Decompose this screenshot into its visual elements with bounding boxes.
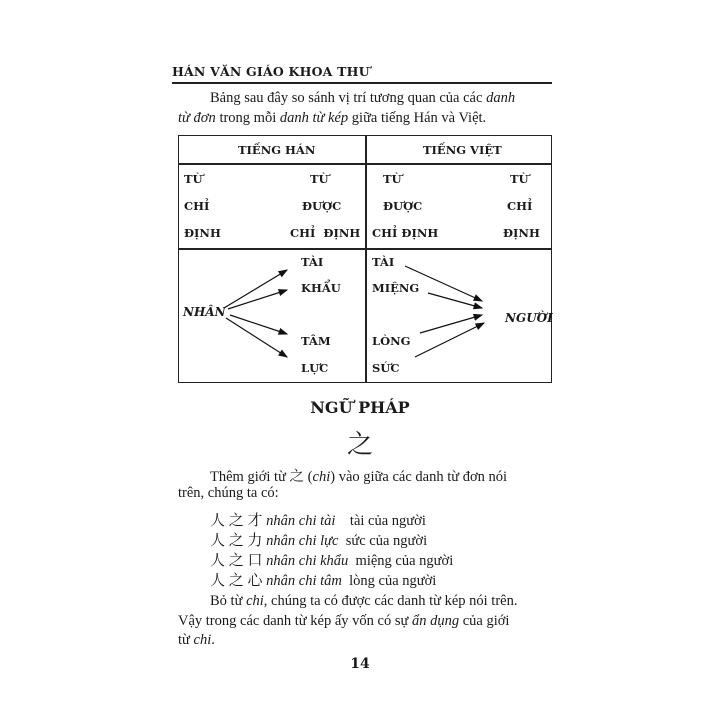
paragraph-2-line-3 [178, 632, 215, 649]
romanization: nhân chi lực [266, 533, 339, 549]
cell: CHỈ [184, 199, 210, 213]
italic-text: ẩn dụng [411, 613, 460, 629]
han-target: KHẨU [301, 281, 341, 295]
meaning: tài của người [349, 513, 426, 529]
text: giữa tiếng Hán và Việt. [348, 110, 487, 126]
viet-target: NGƯỜI [505, 311, 553, 325]
paragraph-2-line-2 [178, 613, 509, 630]
example-row [210, 569, 436, 590]
text: Thêm giới từ 之 ( [210, 469, 313, 485]
meaning: lòng của người [349, 573, 437, 589]
arrow [224, 270, 287, 308]
han-target: TÀI [301, 255, 324, 269]
example-row [210, 509, 426, 530]
arrow [230, 315, 287, 334]
italic-text: chi [312, 469, 331, 485]
cell: ĐỊNH [503, 226, 540, 240]
arrow [228, 290, 287, 309]
cell: ĐƯỢC [383, 199, 423, 213]
paragraph-2-line-1 [210, 593, 517, 610]
text: . [211, 632, 215, 648]
section-title: NGỮ PHÁP [310, 398, 410, 417]
running-header: HÁN VĂN GIÁO KHOA THƯ [172, 64, 370, 79]
text: , chúng ta có được các danh từ kép nói trên. [263, 593, 518, 609]
italic-text: danh [486, 90, 516, 106]
text: của giới [459, 613, 510, 629]
text: Vậy trong các danh từ kép ấy vốn có sự [178, 613, 412, 629]
italic-text: danh từ kép [279, 110, 349, 126]
text: Bỏ từ [210, 593, 247, 609]
han-characters: 人 之 力 [210, 533, 263, 549]
col-han: TIẾNG HÁN [238, 143, 316, 157]
italic-text: chi [193, 632, 212, 648]
italic-text: chi [246, 593, 264, 609]
text: Bảng sau đây so sánh vị trí tương quan của các [210, 90, 487, 106]
romanization: nhân chi tâm [266, 573, 342, 589]
cell: CHỈ ĐỊNH [372, 226, 439, 240]
viet-source: MIỆNG [372, 281, 420, 295]
romanization: nhân chi tài [266, 513, 336, 529]
arrow [405, 266, 482, 301]
meaning: miệng của người [355, 553, 454, 569]
han-target: LỰC [301, 361, 329, 375]
text: trong mỗi [215, 110, 280, 126]
meaning: sức của người [345, 533, 428, 549]
cell: CHỈ [507, 199, 533, 213]
han-source: NHÂN [183, 305, 226, 319]
arrow [428, 293, 482, 308]
cell: TỪ [510, 172, 529, 186]
text: từ [178, 632, 194, 648]
col-viet: TIẾNG VIỆT [423, 143, 502, 157]
cell: ĐỊNH [184, 226, 221, 240]
han-characters: 人 之 心 [210, 573, 263, 589]
cell: ĐƯỢC [302, 199, 342, 213]
paragraph-1-line-2: trên, chúng ta có: [178, 485, 279, 501]
cell: TỪ [184, 172, 203, 186]
viet-source: SỨC [372, 361, 400, 375]
italic-text: từ đơn [178, 110, 216, 126]
page-number: 14 [350, 656, 370, 672]
viet-source: TÀI [372, 255, 395, 269]
arrow [415, 323, 484, 357]
romanization: nhân chi khẩu [266, 553, 349, 569]
example-row [210, 549, 453, 570]
cell: TỪ [310, 172, 329, 186]
cell: CHỈ ĐỊNH [290, 226, 361, 240]
han-characters: 人 之 口 [210, 553, 263, 569]
cell: TỪ [383, 172, 402, 186]
section-character: 之 [346, 430, 373, 460]
example-row [210, 529, 427, 550]
han-target: TÂM [301, 334, 331, 348]
viet-source: LÒNG [372, 334, 411, 348]
arrow [420, 315, 482, 333]
paragraph-1-line-1 [210, 465, 507, 486]
text: ) vào giữa các danh từ đơn nói [330, 469, 508, 485]
han-characters: 人 之 才 [210, 513, 263, 529]
